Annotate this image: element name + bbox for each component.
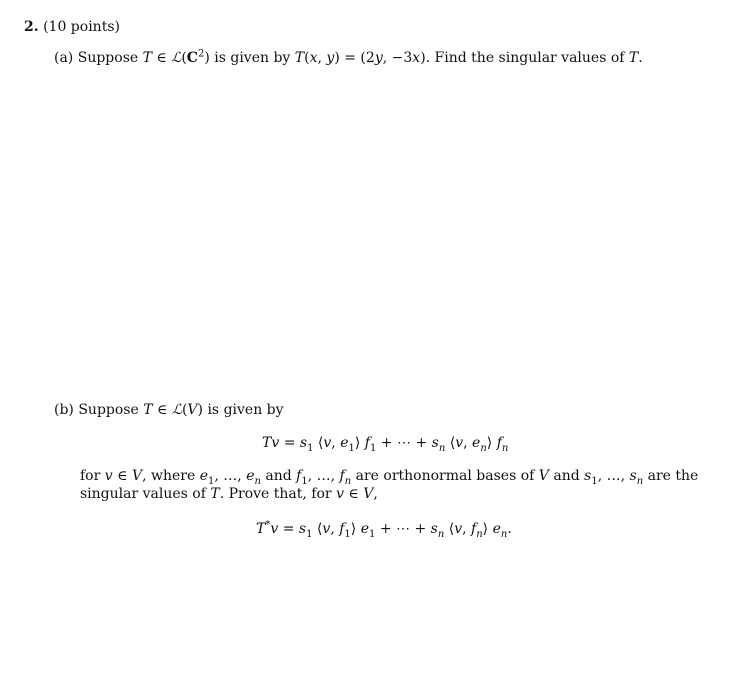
part-b-statement: (b) Suppose T ∈ ℒ(V) is given by xyxy=(54,402,284,418)
problem-number: 2. xyxy=(24,19,39,35)
para-text: , where xyxy=(142,468,196,484)
math-T-def: T(x, y) = (2y, −3x) xyxy=(294,50,426,66)
part-b-para-line-1: for v ∈ V, where $e_1$, …, $e_n$ and $f_1$, …, $f_n$ are orthonormal bases of V and $s_1$, …, $s_n$ are the xyxy=(80,468,699,487)
para-text: and xyxy=(553,468,580,484)
part-a-text: . Find the singular values of xyxy=(425,50,625,66)
part-b-label: (b) xyxy=(54,402,74,418)
para-text: , xyxy=(373,486,378,502)
part-a-statement: (a) Suppose T ∈ $ℒ(C^2)$ is given by T(x, y) = (2y, −3x). Find the singular values of T. xyxy=(54,48,643,66)
problem-heading xyxy=(24,18,120,36)
part-a-text: is given by xyxy=(214,50,291,66)
math-L: ℒ xyxy=(171,402,182,418)
equation-Tv: $Tv = s_1$ ⟨v, $e_1⟩$ $f_1$ + ⋯ + $s_n$ ⟨v, $e_n⟩$ $f_n$ xyxy=(262,435,509,454)
part-a-text: . xyxy=(638,50,643,66)
math-L: ℒ xyxy=(171,50,182,66)
para-text: are orthonormal bases of xyxy=(355,468,535,484)
math-C: C xyxy=(186,50,198,66)
part-a-text: Suppose xyxy=(77,50,139,66)
part-b-text: is given by xyxy=(207,402,284,418)
part-b-para-line-2: singular values of T. Prove that, for v ∈ V, xyxy=(80,486,378,502)
para-text: are the xyxy=(647,468,699,484)
problem-points: (10 points) xyxy=(43,19,120,35)
para-text: . Prove that, for xyxy=(219,486,332,502)
part-b-text: Suppose xyxy=(78,402,139,418)
math-T: T xyxy=(142,50,152,66)
equation-Tstar-v: $T^*v = s_1$ ⟨v, $f_1⟩$ $e_1$ + ⋯ + $s_n$ ⟨v, $f_n⟩$ $e_n$. xyxy=(256,519,512,540)
part-a-label: (a) xyxy=(54,50,74,66)
para-text: for xyxy=(80,468,101,484)
math-T: T xyxy=(143,402,153,418)
para-text: singular values of xyxy=(80,486,206,502)
math-T: T xyxy=(628,50,639,66)
para-text: and xyxy=(265,468,292,484)
